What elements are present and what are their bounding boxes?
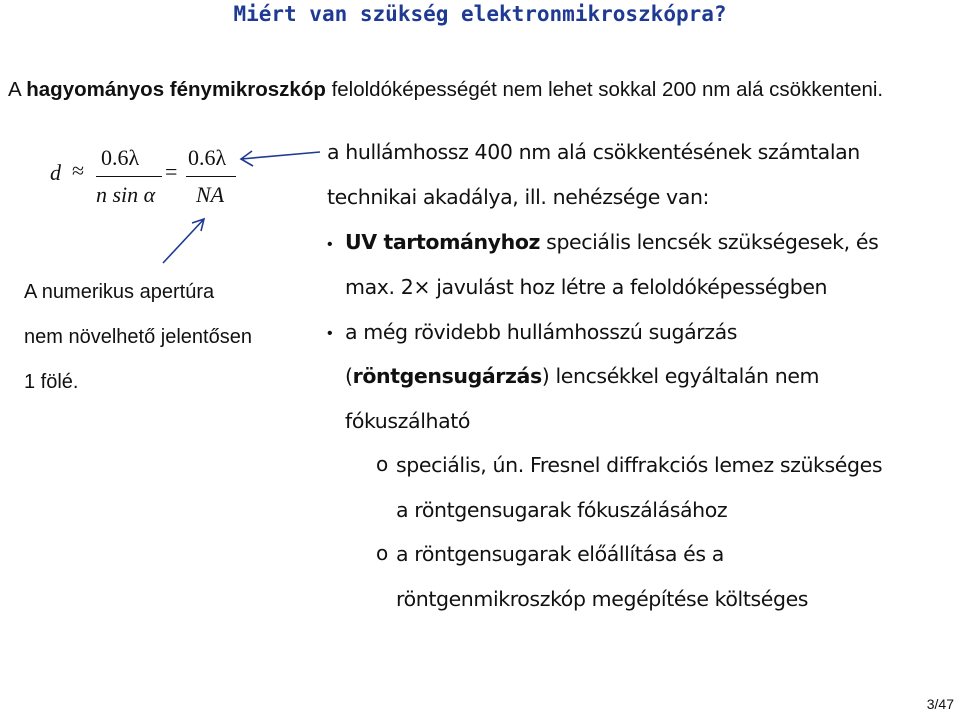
formula-equals: = (165, 159, 178, 184)
bullet-2-icon: • (327, 325, 333, 342)
bullet-2-line-2: (röntgensugárzás) lencsékkel egyáltalán nem (345, 364, 820, 388)
sub-bullet-2-line-1: a röntgensugarak előállítása és a (396, 542, 724, 566)
sub-bullet-2-line-2: röntgenmikroszkóp megépítése költséges (396, 587, 809, 611)
sub-bullet-1-line-2: a röntgensugarak fókuszálásához (396, 498, 728, 522)
bullet-2-line-3: fókuszálható (345, 409, 471, 433)
formula-num1: 0.6λ (101, 145, 140, 170)
formula-den1: n sin α (96, 182, 156, 207)
left-note-line-3: 1 fölé. (24, 371, 79, 393)
formula-num2: 0.6λ (188, 145, 227, 170)
intro-suffix: feloldóképességét nem lehet sokkal 200 nm alá csökkenteni. (325, 78, 884, 101)
bullet-2-line-1: a még rövidebb hullámhosszú sugárzás (345, 320, 738, 344)
bullet-1-rest: speciális lencsék szükségesek, és (540, 230, 879, 254)
bullet-1-bold: UV tartományhoz (345, 230, 541, 254)
left-note-line-1: A numerikus apertúra (24, 281, 215, 303)
sub-bullet-1-line-1: speciális, ún. Fresnel diffrakciós lemez szükséges (396, 453, 883, 477)
formula-lhs: d (50, 160, 61, 185)
left-note-line-2: nem növelhető jelentősen (24, 326, 252, 348)
bullet-1-icon: • (327, 236, 333, 253)
left-note (24, 270, 252, 405)
bullet-1-line-2: max. 2× javulást hoz létre a feloldóképességben (345, 275, 828, 299)
bullet-2-bold: röntgensugárzás (352, 364, 542, 388)
bullet-1-text (345, 230, 878, 254)
bullet-2-rest: ) lencsékkel egyáltalán nem (541, 364, 820, 388)
intro-prefix: A (8, 78, 27, 101)
sub-bullet-1-icon: o (376, 452, 389, 476)
right-line-2: technikai akadálya, ill. nehézsége van: (327, 185, 710, 209)
intro-bold: hagyományos fénymikroszkóp (26, 78, 326, 101)
sub-bullet-2-icon: o (376, 541, 389, 565)
page-number: 3/47 (926, 696, 954, 712)
page-title: Miért van szükség elektronmikroszkópra? (233, 2, 727, 26)
formula-den2: NA (196, 182, 225, 207)
arrow-to-na-icon (163, 219, 204, 263)
right-line-1: a hullámhossz 400 nm alá csökkentésének számtalan (327, 140, 860, 164)
arrow-to-formula-icon (241, 151, 320, 166)
formula-approx: ≈ (72, 158, 85, 183)
